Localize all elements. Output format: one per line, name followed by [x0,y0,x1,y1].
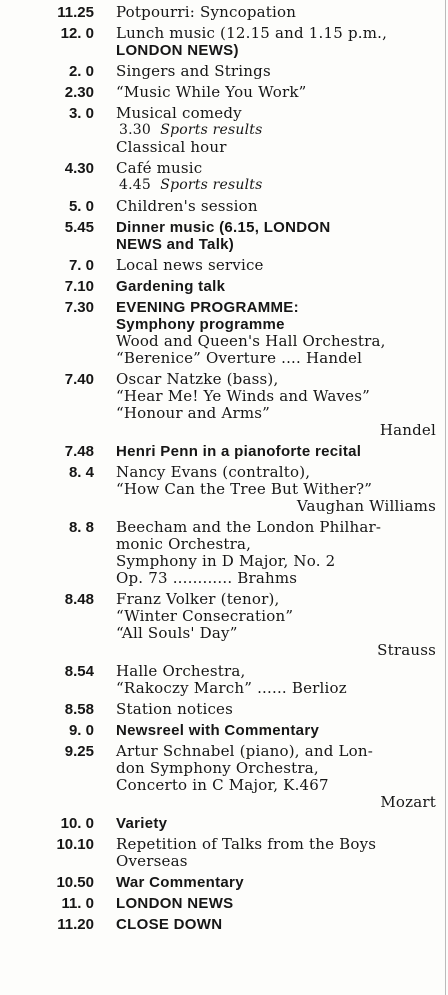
entry-line: Station notices [116,700,234,718]
entry-time: 7.40 [64,371,94,388]
programme-entry [0,895,440,912]
entry-line: Classical hour [116,138,227,156]
entry-time: 7.48 [64,443,94,460]
entry-description [116,219,440,253]
entry-time: 10. 0 [60,815,94,832]
entry-time: 8.48 [64,591,94,608]
entry-line [116,177,436,194]
entry-description [116,62,440,80]
entry-line: Franz Volker (tenor), [116,590,280,608]
programme-entry [0,815,440,832]
entry-description [116,256,440,274]
programme-entry [0,663,440,697]
entry-description [116,443,440,460]
entry-line: Artur Schnabel (piano), and Lon- [116,742,373,760]
entry-line: Symphony programme [116,316,285,333]
entry-line: “Berenice” Overture .... Handel [116,349,363,367]
entry-line: LONDON NEWS [116,895,234,912]
entry-line: NEWS and Talk) [116,236,235,253]
programme-entry [0,722,440,739]
entry-time: 8. 8 [68,519,94,536]
entry-description [116,895,440,912]
entry-description [116,518,440,587]
entry-time: 7. 0 [68,257,94,274]
programme-entry [0,743,440,811]
entry-description [116,874,440,891]
entry-time: 5. 0 [68,198,94,215]
entry-description [116,463,440,515]
entry-line: Repetition of Talks from the Boys [116,835,377,853]
entry-line: Beecham and the London Philhar- [116,518,382,536]
entry-description [116,916,440,933]
entry-description [116,159,440,194]
entry-line: Gardening talk [116,278,226,295]
entry-line: Lunch music (12.15 and 1.15 p.m., [116,24,388,42]
entry-line: “Winter Consecration” [116,607,294,625]
entry-description [116,370,440,439]
programme-entry [0,591,440,659]
programme-entry [0,25,440,59]
entry-time: 5.45 [64,219,94,236]
entry-description [116,700,440,718]
entry-line: Local news service [116,256,264,274]
entry-line: Singers and Strings [116,62,271,80]
programme-entry [0,519,440,587]
entry-description [116,299,440,367]
entry-time: 4.30 [64,160,94,177]
entry-time: 2.30 [64,84,94,101]
programme-entry [0,701,440,718]
entry-time: 11.20 [57,916,94,933]
programme-entry [0,4,440,21]
entry-line: monic Orchestra, [116,535,252,553]
entry-description [116,742,440,811]
column-rule [445,0,446,995]
entry-line: Wood and Queen's Hall Orchestra, [116,332,386,350]
entry-line: “Rakoczy March” ...... Berlioz [116,679,347,697]
entry-description [116,835,440,870]
entry-line: Concerto in C Major, K.467 [116,776,329,794]
entry-line: Newsreel with Commentary [116,722,320,739]
entry-time: 11. 0 [61,895,94,912]
entry-line: Potpourri: Syncopation [116,3,297,21]
sub-label: Sports results [160,122,263,138]
entry-line: Symphony in D Major, No. 2 [116,552,336,570]
programme-entry [0,874,440,891]
entry-line: Dinner music (6.15, LONDON [116,219,331,236]
entry-time: 10.50 [56,874,94,891]
entry-description [116,197,440,215]
entry-line: Nancy Evans (contralto), [116,463,311,481]
entry-line: “Hear Me! Ye Winds and Waves” [116,387,371,405]
sub-time: 3.30 [119,122,151,138]
sub-label: Sports results [160,177,263,193]
programme-entry [0,257,440,274]
entry-description [116,3,440,21]
programme-entry [0,219,440,253]
entry-time: 7.30 [64,299,94,316]
programme-entry [0,278,440,295]
programme-entry [0,198,440,215]
entry-time: 8.58 [64,701,94,718]
entry-line: War Commentary [116,874,244,891]
entry-description [116,104,440,156]
entry-line: Oscar Natzke (bass), [116,370,279,388]
programme-listing [0,4,440,937]
entry-line: Strauss [377,641,436,659]
entry-line: Op. 73 ............ Brahms [116,569,298,587]
programme-entry [0,836,440,870]
entry-line: LONDON NEWS) [116,42,239,59]
programme-entry [0,916,440,933]
entry-time: 8.54 [64,663,94,680]
programme-entry [0,160,440,194]
entry-description [116,662,440,697]
entry-line: don Symphony Orchestra, [116,759,319,777]
programme-entry [0,299,440,367]
entry-time: 2. 0 [68,63,94,80]
entry-time: 7.10 [64,278,94,295]
entry-line: Handel [379,421,436,439]
entry-line: “Honour and Arms” [116,404,271,422]
entry-description [116,83,440,101]
programme-entry [0,464,440,515]
entry-time: 3. 0 [68,105,94,122]
entry-line: Variety [116,815,168,832]
entry-line: EVENING PROGRAMME: [116,299,299,316]
entry-time: 9.25 [64,743,94,760]
entry-time: 9. 0 [68,722,94,739]
entry-description [116,24,440,59]
entry-description [116,722,440,739]
entry-time: 11.25 [57,4,94,21]
entry-line: “All Souls' Day” [116,624,238,642]
programme-entry [0,84,440,101]
entry-description [116,590,440,659]
entry-line: Overseas [116,852,188,870]
entry-line: Mozart [380,793,436,811]
programme-entry [0,105,440,156]
entry-line [116,122,436,139]
entry-line: Musical comedy [116,104,242,122]
entry-description [116,815,440,832]
entry-line: Café music [116,159,203,177]
entry-line: “How Can the Tree But Wither?” [116,480,373,498]
entry-time: 10.10 [56,836,94,853]
entry-description [116,278,440,295]
entry-line: CLOSE DOWN [116,916,223,933]
programme-entry [0,371,440,439]
entry-line: Halle Orchestra, [116,662,246,680]
entry-time: 12. 0 [60,25,94,42]
programme-entry [0,443,440,460]
entry-line: Vaughan Williams [296,497,436,515]
entry-line: Children's session [116,197,258,215]
entry-line: Henri Penn in a pianoforte recital [116,443,362,460]
entry-line: “Music While You Work” [116,83,307,101]
programme-entry [0,63,440,80]
sub-time: 4.45 [119,177,151,193]
entry-time: 8. 4 [68,464,94,481]
